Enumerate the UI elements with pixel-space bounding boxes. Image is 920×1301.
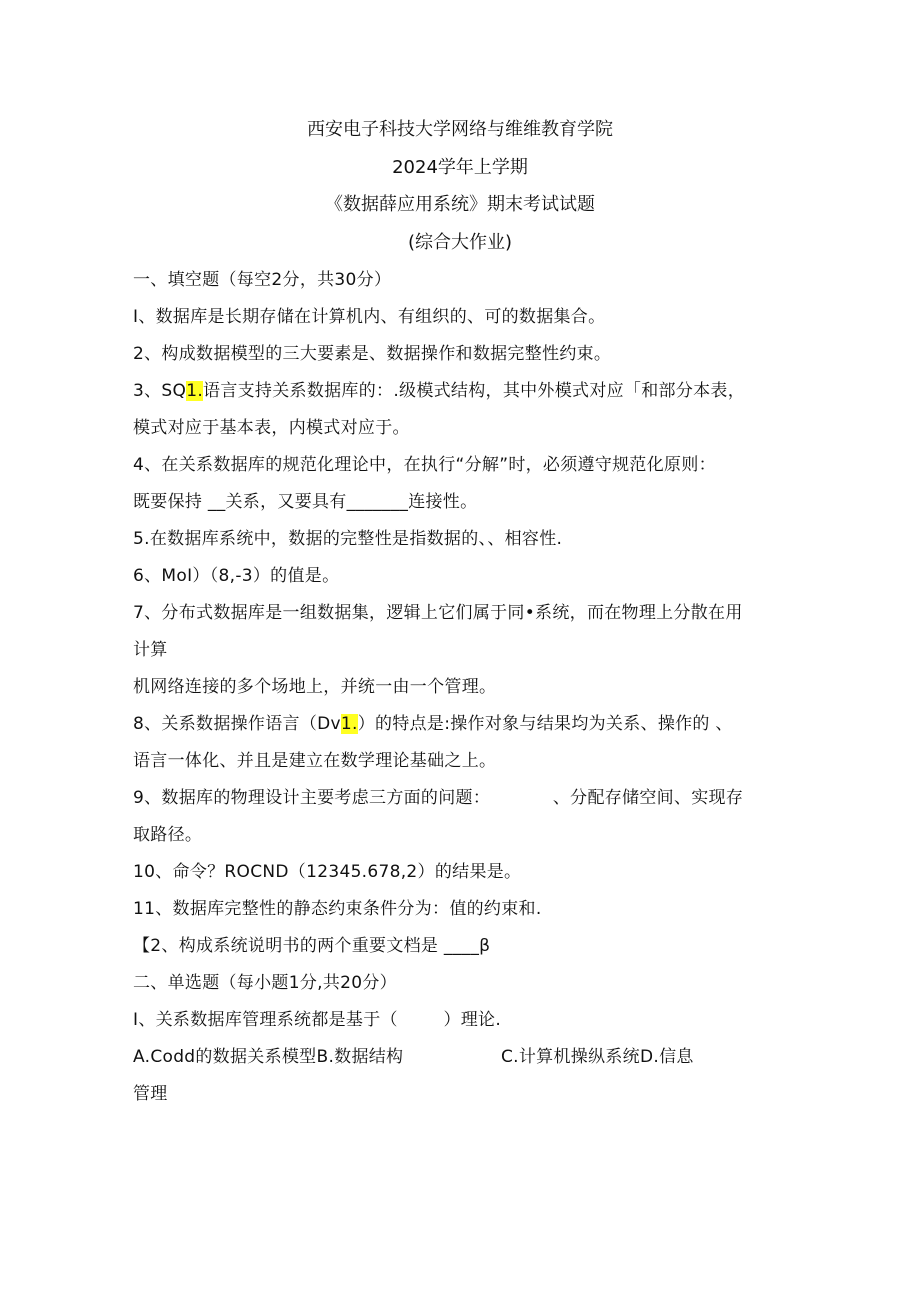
question-1-9-cont: 取路径。	[133, 825, 203, 845]
question-1-3-cont: 模式对应于基本表，内模式对应于。	[133, 418, 410, 438]
section2-heading: 二、单选题（每小题1分,共20分）	[133, 973, 397, 993]
highlight-mark: 1.	[340, 714, 358, 734]
question-1-8	[133, 712, 733, 736]
section1-heading: 一、填空题（每空2分，共30分）	[133, 270, 392, 290]
question-1-2: 2、构成数据模型的三大要素是、数据操作和数据完整性约束。	[133, 344, 612, 364]
exam-title: 《数据薛应用系统》期末考试试题	[325, 194, 595, 215]
options-c-d: C.计算机操纵系统D.信息	[501, 1047, 694, 1067]
question-1-10: 10、命令？ROCND（12345.678,2）的结果是。	[133, 862, 522, 882]
question-1-3	[133, 379, 745, 403]
exam-type: (综合大作业)	[407, 232, 513, 253]
question-1-5: 5.在数据库系统中，数据的完整性是指数据的、、相容性.	[133, 529, 563, 549]
question-1-8-text-a: 8、关系数据操作语言（Dv	[133, 714, 341, 734]
question-1-7-cont-2: 机网络连接的多个场地上，并统一由一个管理。	[133, 677, 497, 697]
question-1-4: 4、在关系数据库的规范化理论中，在执行“分解”时，必须遵守规范化原则：	[133, 455, 716, 475]
highlight-mark: 1.	[186, 381, 204, 401]
question-1-12: 【2、构成系统说明书的两个重要文档是 ____β	[133, 936, 491, 956]
question-1-1: I、数据库是长期存储在计算机内、有组织的、可的数据集合。	[133, 307, 606, 327]
institution-title: 西安电子科技大学网络与维维教育学院	[307, 119, 613, 140]
options-tail: 管理	[133, 1084, 168, 1104]
question-1-3-text-a: 3、SQ	[133, 381, 187, 401]
question-1-8-cont: 语言一体化、并且是建立在数学理论基础之上。	[133, 751, 497, 771]
question-1-7-cont-1: 计算	[133, 640, 168, 660]
question-1-6: 6、MoI）（8,-3）的值是。	[133, 566, 340, 586]
question-1-4-cont: 既要保持 __关系，又要具有_______连接性。	[133, 492, 478, 512]
question-2-1: I、关系数据库管理系统都是基于（ ）理论.	[133, 1010, 502, 1030]
question-1-11: 11、数据库完整性的静态约束条件分为：值的约束和.	[133, 899, 542, 919]
question-1-3-text-b: 语言支持关系数据库的：.级模式结构，其中外模式对应「和部分本表，	[203, 381, 746, 401]
question-1-7: 7、分布式数据库是一组数据集，逻辑上它们属于同•系统，而在物理上分散在用	[133, 603, 743, 623]
question-1-8-text-b: ）的特点是:操作对象与结果均为关系、操作的 、	[357, 714, 733, 734]
term-title: 2024学年上学期	[392, 157, 528, 178]
options-a-b: A.Codd的数据关系模型B.数据结构	[133, 1047, 404, 1067]
question-1-9: 9、数据库的物理设计主要考虑三方面的问题： 、分配存储空间、实现存	[133, 788, 744, 808]
